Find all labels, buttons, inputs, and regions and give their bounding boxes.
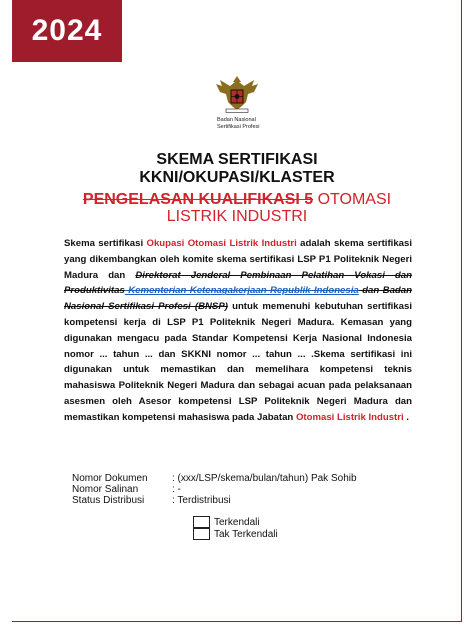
body-inserted-link: Kementerian Ketenagakerjaan Republik Indonesia: [124, 285, 359, 297]
meta-key: Nomor Salinan: [72, 484, 139, 495]
meta-row: [72, 484, 357, 495]
title-line4: LISTRIK INDUSTRI: [166, 208, 308, 225]
document-meta: [72, 473, 357, 506]
title-struck-text: PENGELASAN KUALIFIKASI 5: [82, 191, 314, 208]
meta-value: : -: [172, 484, 181, 495]
scheme-description: [64, 236, 412, 426]
body-deleted-2: dan Badan Nasional Sertifikasi Profesi (BNSP): [64, 285, 412, 313]
checkbox-label: Terkendali: [214, 516, 260, 528]
body-text-3: untuk memenuhi kebutuhan sertifikasi kompetensi kerja di LSP P1 Politeknik Negeri Madura. Kemasan yang digunakan mengacu pada Standar Kompetensi Kerja Nasional Indonesia nomor ... tahun ... dan SKKNI nomor ... tahun ... .Skema sertifikasi ini digunakan untuk memastikan dan memelihara kompetensi teknis mahasiswa Politeknik Negeri Madura dan sebagai acuan pada pelaksanaan asesmen oleh Asesor kompetensi LSP Politeknik Negeri Madura dan memastikan kompetensi mahasiswa pada Jabatan: [64, 301, 412, 423]
meta-key: Nomor Dokumen: [72, 473, 148, 484]
body-text-4: .: [403, 411, 409, 423]
title-line2: KKNI/OKUPASI/KLASTER: [139, 169, 335, 186]
garuda-emblem-icon: [212, 72, 262, 114]
body-text-1: Skema sertifikasi: [64, 238, 147, 249]
title-line3-rest: OTOMASI: [313, 191, 392, 208]
body-deleted-1: Direktorat Jenderal Pembinaan Pelatihan Vokasi dan Produktivitas: [64, 269, 412, 297]
body-red-1: Okupasi Otomasi Listrik Industri: [146, 238, 297, 249]
checkbox-box[interactable]: [193, 528, 210, 540]
agency-line1: Badan Nasional: [217, 117, 256, 123]
year-badge: 2024: [12, 0, 122, 62]
body-text-2: adalah skema sertifikasi yang dikembangkan oleh komite skema sertifikasi LSP P1 Politeknik Negeri Madura dan: [64, 238, 412, 281]
checkbox-label: Tak Terkendali: [214, 528, 278, 540]
agency-line2: Sertifikasi Profesi: [217, 124, 260, 130]
meta-row: [72, 473, 357, 484]
meta-row: [72, 495, 357, 506]
body-red-2: Otomasi Listrik Industri: [295, 411, 404, 423]
checkbox-terkendali[interactable]: [193, 516, 260, 528]
checkbox-box[interactable]: [193, 516, 210, 528]
meta-key: Status Distribusi: [72, 495, 145, 506]
meta-value: : Terdistribusi: [172, 495, 231, 506]
checkbox-tak-terkendali[interactable]: [193, 528, 278, 540]
title-line1: SKEMA SERTIFIKASI: [156, 151, 318, 168]
agency-name: [217, 117, 260, 131]
meta-value: : (xxx/LSP/skema/bulan/tahun) Pak Sohib: [172, 473, 357, 484]
